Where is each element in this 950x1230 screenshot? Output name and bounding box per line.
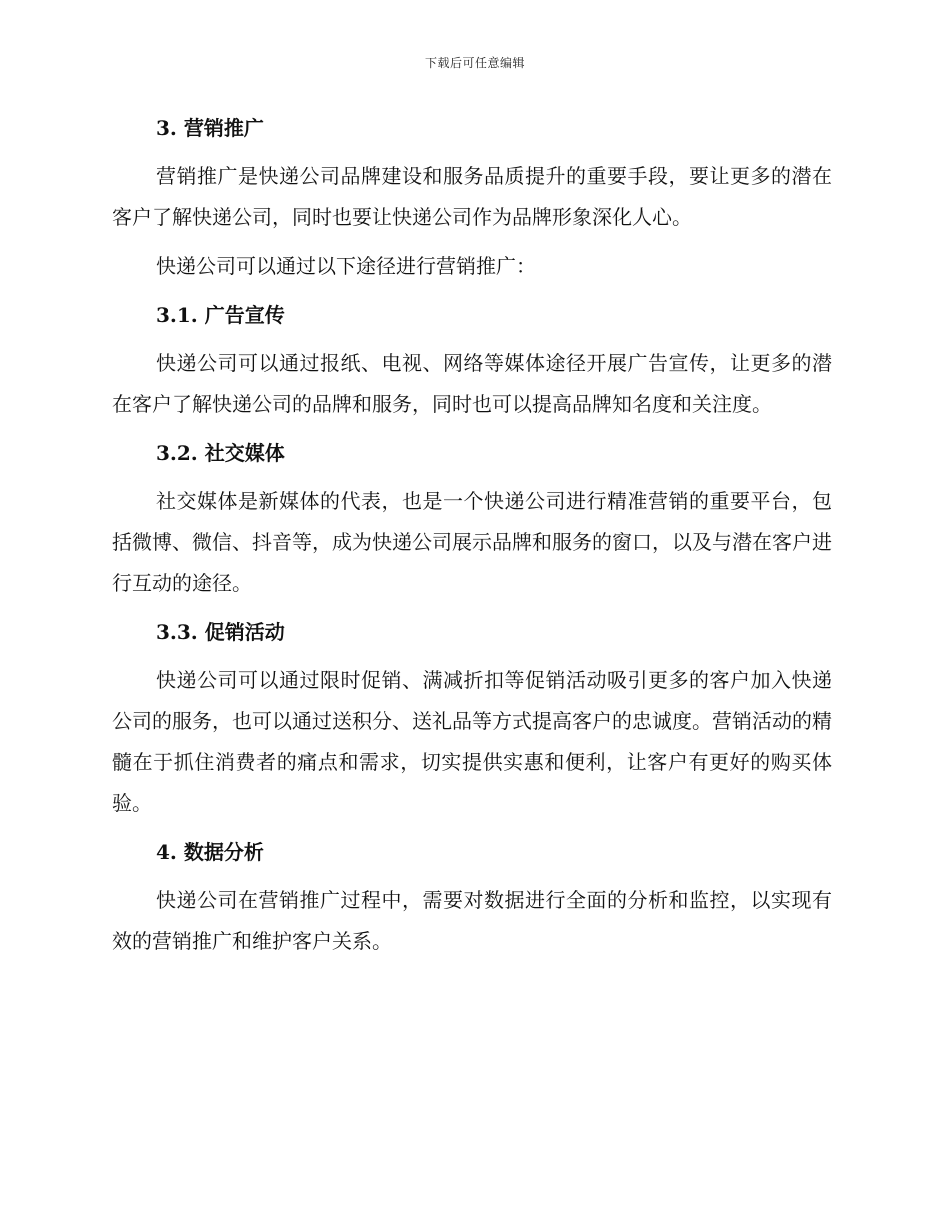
paragraph-data-analysis: 快递公司在营销推广过程中，需要对数据进行全面的分析和监控，以实现有效的营销推广和维护客户关系。	[112, 888, 832, 953]
document-body	[112, 108, 832, 970]
paragraph-intro: 营销推广是快递公司品牌建设和服务品质提升的重要手段，要让更多的潜在客户了解快递公司，同时也要让快递公司作为品牌形象深化人心。	[112, 164, 832, 229]
section-heading-3-2: 3.2. 社交媒体	[156, 441, 285, 465]
paragraph-advertising: 快递公司可以通过报纸、电视、网络等媒体途径开展广告宣传，让更多的潜在客户了解快递公司的品牌和服务，同时也可以提高品牌知名度和关注度。	[112, 351, 832, 416]
section-heading-4: 4. 数据分析	[156, 840, 264, 864]
section-heading-3: 3. 营销推广	[156, 116, 264, 140]
section-heading-3-1: 3.1. 广告宣传	[156, 303, 285, 327]
paragraph-promotions: 快递公司可以通过限时促销、满减折扣等促销活动吸引更多的客户加入快递公司的服务，也可以通过送积分、送礼品等方式提高客户的忠诚度。营销活动的精髓在于抓住消费者的痛点和需求，切实提供实惠和便利，让客户有更好的购买体验。	[112, 668, 832, 815]
header-note: 下载后可任意编辑	[424, 56, 525, 70]
section-heading-3-3: 3.3. 促销活动	[156, 620, 285, 644]
paragraph-channels: 快递公司可以通过以下途径进行营销推广：	[156, 254, 536, 278]
paragraph-social-media: 社交媒体是新媒体的代表，也是一个快递公司进行精准营销的重要平台，包括微博、微信、抖音等，成为快递公司展示品牌和服务的窗口，以及与潜在客户进行互动的途径。	[112, 489, 832, 595]
